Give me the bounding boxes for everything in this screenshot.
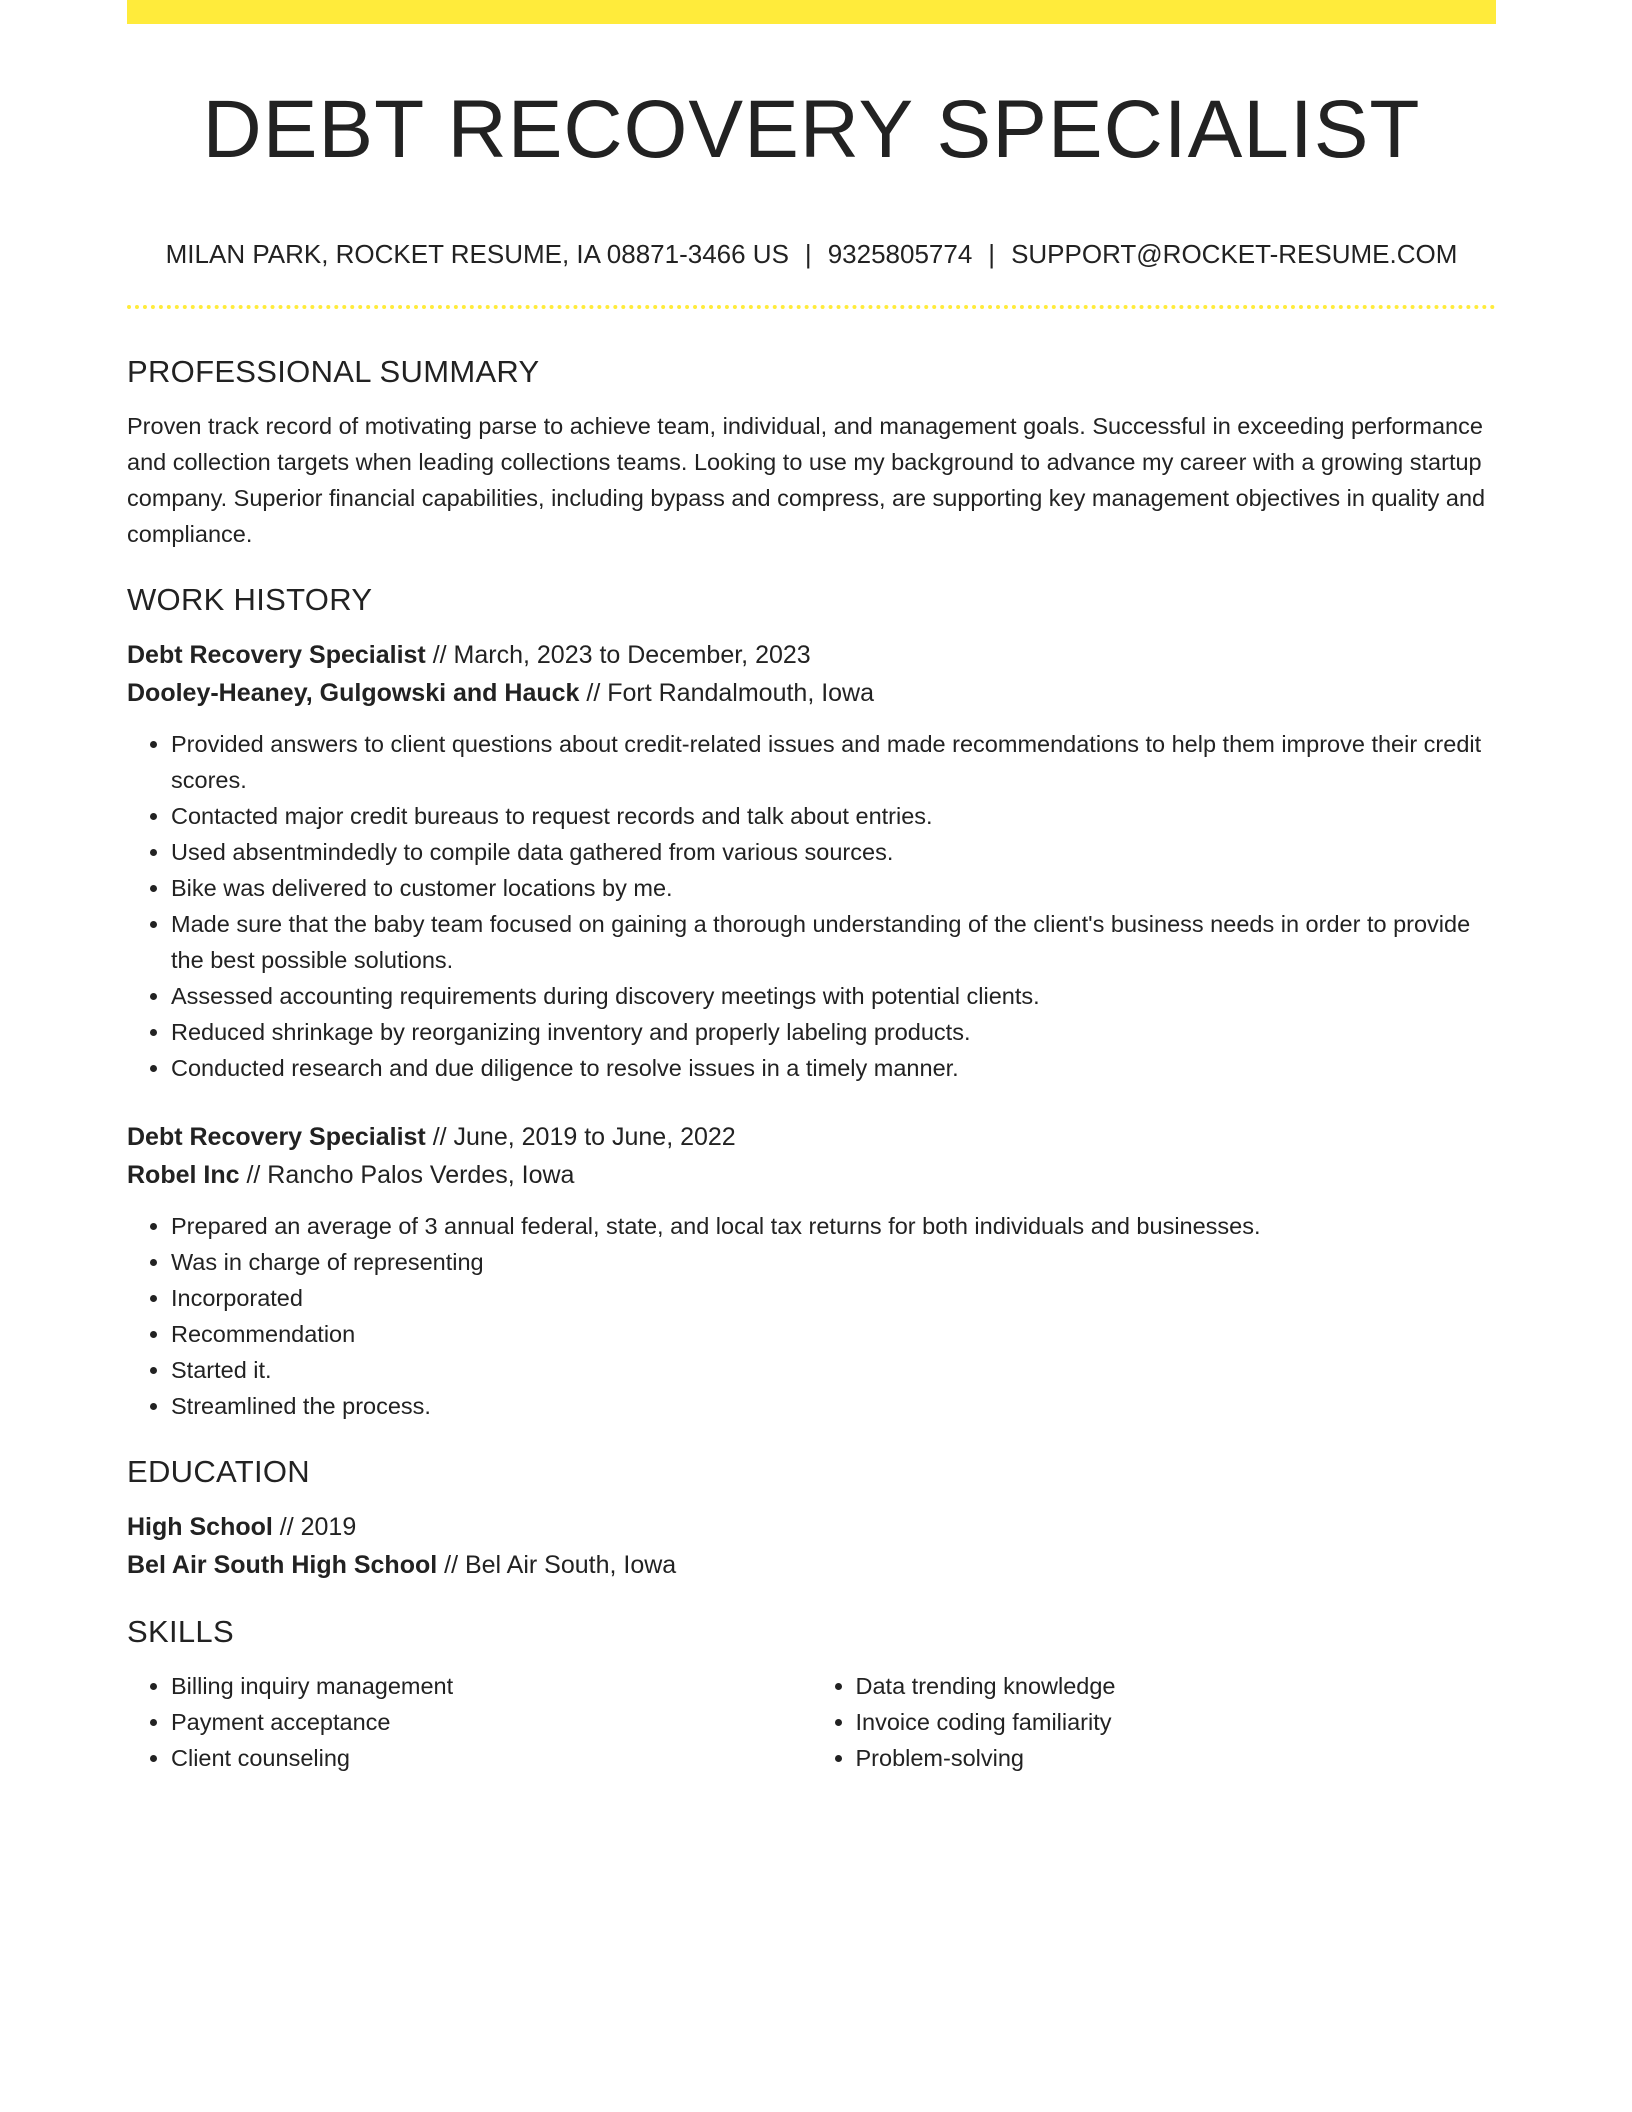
education-school: Bel Air South High School	[127, 1551, 438, 1579]
education-school-line	[127, 1546, 1496, 1584]
job-dates: // June, 2019 to June, 2022	[425, 1123, 736, 1151]
skills-list-left	[127, 1668, 812, 1776]
list-item: • Contacted major credit bureaus to request records and talk about entries.	[171, 798, 1496, 834]
summary-section	[127, 350, 1496, 552]
job-role: Debt Recovery Specialist	[127, 641, 426, 669]
job-role: Debt Recovery Specialist	[127, 1123, 426, 1151]
education-section	[127, 1450, 1496, 1584]
skills-heading: SKILLS	[127, 1614, 234, 1649]
accent-top-bar	[127, 0, 1496, 24]
education-location: // Bel Air South, Iowa	[437, 1551, 677, 1579]
list-item: • Made sure that the baby team focused on gaining a thorough understanding of the client's business needs in order to provide the best possible solutions.	[171, 906, 1496, 978]
job-company: Robel Inc	[127, 1161, 240, 1189]
resume-title: DEBT RECOVERY SPECIALIST	[202, 84, 1421, 175]
list-item: • Recommendation	[171, 1316, 1496, 1352]
job-role-line	[127, 1118, 1496, 1156]
summary-heading: PROFESSIONAL SUMMARY	[127, 354, 540, 389]
job-company: Dooley-Heaney, Gulgowski and Hauck	[127, 679, 580, 707]
contact-address: MILAN PARK, ROCKET RESUME, IA 08871-3466 US	[165, 239, 789, 269]
job-role-line	[127, 636, 1496, 674]
contact-email: SUPPORT@ROCKET-RESUME.COM	[1011, 239, 1458, 269]
dotted-divider	[127, 305, 1496, 309]
contact-separator: |	[988, 239, 996, 269]
education-entry	[127, 1508, 1496, 1584]
job-company-line	[127, 1156, 1496, 1194]
job-company-line	[127, 674, 1496, 712]
job-bullet-list	[127, 726, 1496, 1086]
contact-phone: 9325805774	[827, 239, 973, 269]
contact-separator: |	[804, 239, 812, 269]
list-item: • Started it.	[171, 1352, 1496, 1388]
list-item: • Bike was delivered to customer locations by me.	[171, 870, 1496, 906]
skill-item: • Billing inquiry management	[171, 1668, 812, 1704]
contact-line	[127, 236, 1496, 272]
education-heading: EDUCATION	[127, 1454, 310, 1489]
work-history-section	[127, 578, 1496, 1424]
list-item: • Provided answers to client questions about credit-related issues and made recommendations to help them improve their credit scores.	[171, 726, 1496, 798]
skills-list-right	[812, 1668, 1497, 1776]
skill-item: • Problem-solving	[856, 1740, 1497, 1776]
job-dates: // March, 2023 to December, 2023	[425, 641, 811, 669]
list-item: • Incorporated	[171, 1280, 1496, 1316]
summary-text: Proven track record of motivating parse to achieve team, individual, and management goals. Successful in exceeding performance and collection targets when leading collections teams. Looking to use my background to advance my career with a growing startup company. Superior financial capabilities, including bypass and compress, are supporting key management objectives in quality and compliance.	[127, 413, 1486, 547]
list-item: • Conducted research and due diligence to resolve issues in a timely manner.	[171, 1050, 1496, 1086]
skill-item: • Data trending knowledge	[856, 1668, 1497, 1704]
list-item: • Reduced shrinkage by reorganizing inventory and properly labeling products.	[171, 1014, 1496, 1050]
skill-item: • Client counseling	[171, 1740, 812, 1776]
job-entry	[127, 636, 1496, 1086]
education-degree: High School	[127, 1513, 273, 1541]
skills-section	[127, 1610, 1496, 1776]
list-item: • Streamlined the process.	[171, 1388, 1496, 1424]
list-item: • Used absentmindedly to compile data gathered from various sources.	[171, 834, 1496, 870]
list-item: • Was in charge of representing	[171, 1244, 1496, 1280]
work-history-heading: WORK HISTORY	[127, 582, 373, 617]
job-location: // Rancho Palos Verdes, Iowa	[239, 1161, 575, 1189]
education-year: // 2019	[272, 1513, 357, 1541]
job-location: // Fort Randalmouth, Iowa	[579, 679, 875, 707]
resume-body	[127, 350, 1496, 1776]
job-entry	[127, 1118, 1496, 1424]
skill-item: • Payment acceptance	[171, 1704, 812, 1740]
list-item: • Prepared an average of 3 annual federal, state, and local tax returns for both individuals and businesses.	[171, 1208, 1496, 1244]
list-item: • Assessed accounting requirements during discovery meetings with potential clients.	[171, 978, 1496, 1014]
job-bullet-list	[127, 1208, 1496, 1424]
skills-grid	[127, 1668, 1496, 1776]
education-degree-line	[127, 1508, 1496, 1546]
skill-item: • Invoice coding familiarity	[856, 1704, 1497, 1740]
